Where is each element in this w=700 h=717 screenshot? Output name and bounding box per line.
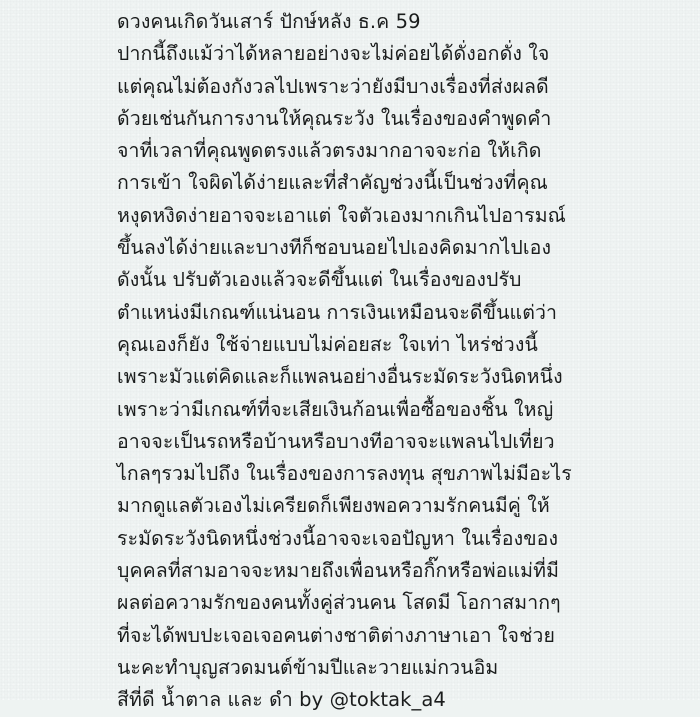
text-line: มากดูแลตัวเองไม่เครียดก็เพียงพอความรักคนมีคู่ ให้ [117, 494, 550, 518]
text-line: เพราะว่ามีเกณฑ์ที่จะเสียเงินก้อนเพื่อซื้อของชิ้น ใหญ่ [117, 397, 554, 421]
text-line: ขึ้นลงได้ง่ายและบางทีก็ชอบนอยไปเองคิดมากไปเอง [117, 236, 552, 260]
text-line: ตำแหน่งมีเกณฑ์แน่นอน การเงินเหมือนจะดีขึ้นแต่ว่า [117, 300, 558, 324]
text-line: แต่คุณไม่ต้องกังวลไปเพราะว่ายังมีบางเรื่องที่ส่งผลดี [117, 74, 549, 98]
horoscope-text [117, 6, 697, 717]
text-line: หงุดหงิดง่ายอาจจะเอาแต่ ใจตัวเองมากเกินไปอารมณ์ [117, 203, 566, 227]
text-line: จาที่เวลาที่คุณพูดตรงแล้วตรงมากอาจจะก่อ ให้เกิด [117, 139, 542, 163]
text-line: บุคคลที่สามอาจจะหมายถึงเพื่อนหรือกิ๊กหรือพ่อแม่ที่มี [117, 559, 560, 583]
text-line: อาจจะเป็นรถหรือบ้านหรือบางทีอาจจะแพลนไปเที่ยว [117, 429, 555, 453]
text-line: เพราะมัวแต่คิดและก็แพลนอย่างอื่นระมัดระวังนิดหนึ่ง [117, 365, 563, 389]
text-line: การเข้า ใจผิดได้ง่ายและที่สำคัญช่วงนี้เป็นช่วงที่คุณ [117, 171, 548, 195]
text-line: ผลต่อความรักของคนทั้งคู่ส่วนคน โสดมี โอกาสมากๆ [117, 591, 561, 615]
text-line: ปากนี้ถึงแม้ว่าได้หลายอย่างจะไม่ค่อยได้ดั่งอกดั่ง ใจ [117, 42, 550, 66]
text-line: ที่จะได้พบปะเจอเจอคนต่างชาติต่างภาษาเอา ใจช่วย [117, 623, 555, 647]
text-line: คุณเองก็ยัง ใช้จ่ายแบบไม่ค่อยสะ ใจเท่า ไหร่ช่วงนี้ [117, 332, 538, 356]
text-line: ไกลๆรวมไปถึง ในเรื่องของการลงทุน สุขภาพไม่มีอะไร [117, 462, 572, 486]
heading-line: ดวงคนเกิดวันเสาร์ ปักษ์หลัง ธ.ค 59 [117, 10, 421, 33]
footer-line: สีที่ดี น้ำตาล และ ดำ by @toktak_a4 [117, 688, 446, 712]
text-line: ดังนั้น ปรับตัวเองแล้วจะดีขึ้นแต่ ในเรื่องของปรับ [117, 268, 522, 292]
text-line: ระมัดระวังนิดหนึ่งช่วงนี้อาจจะเจอปัญหา ในเรื่องของ [117, 526, 559, 550]
text-line: นะคะทำบุญสวดมนต์ข้ามปีและวายแม่กวนอิม [117, 655, 499, 679]
text-line: ด้วยเช่นกันการงานให้คุณระวัง ในเรื่องของคำพูดคำ [117, 106, 552, 130]
